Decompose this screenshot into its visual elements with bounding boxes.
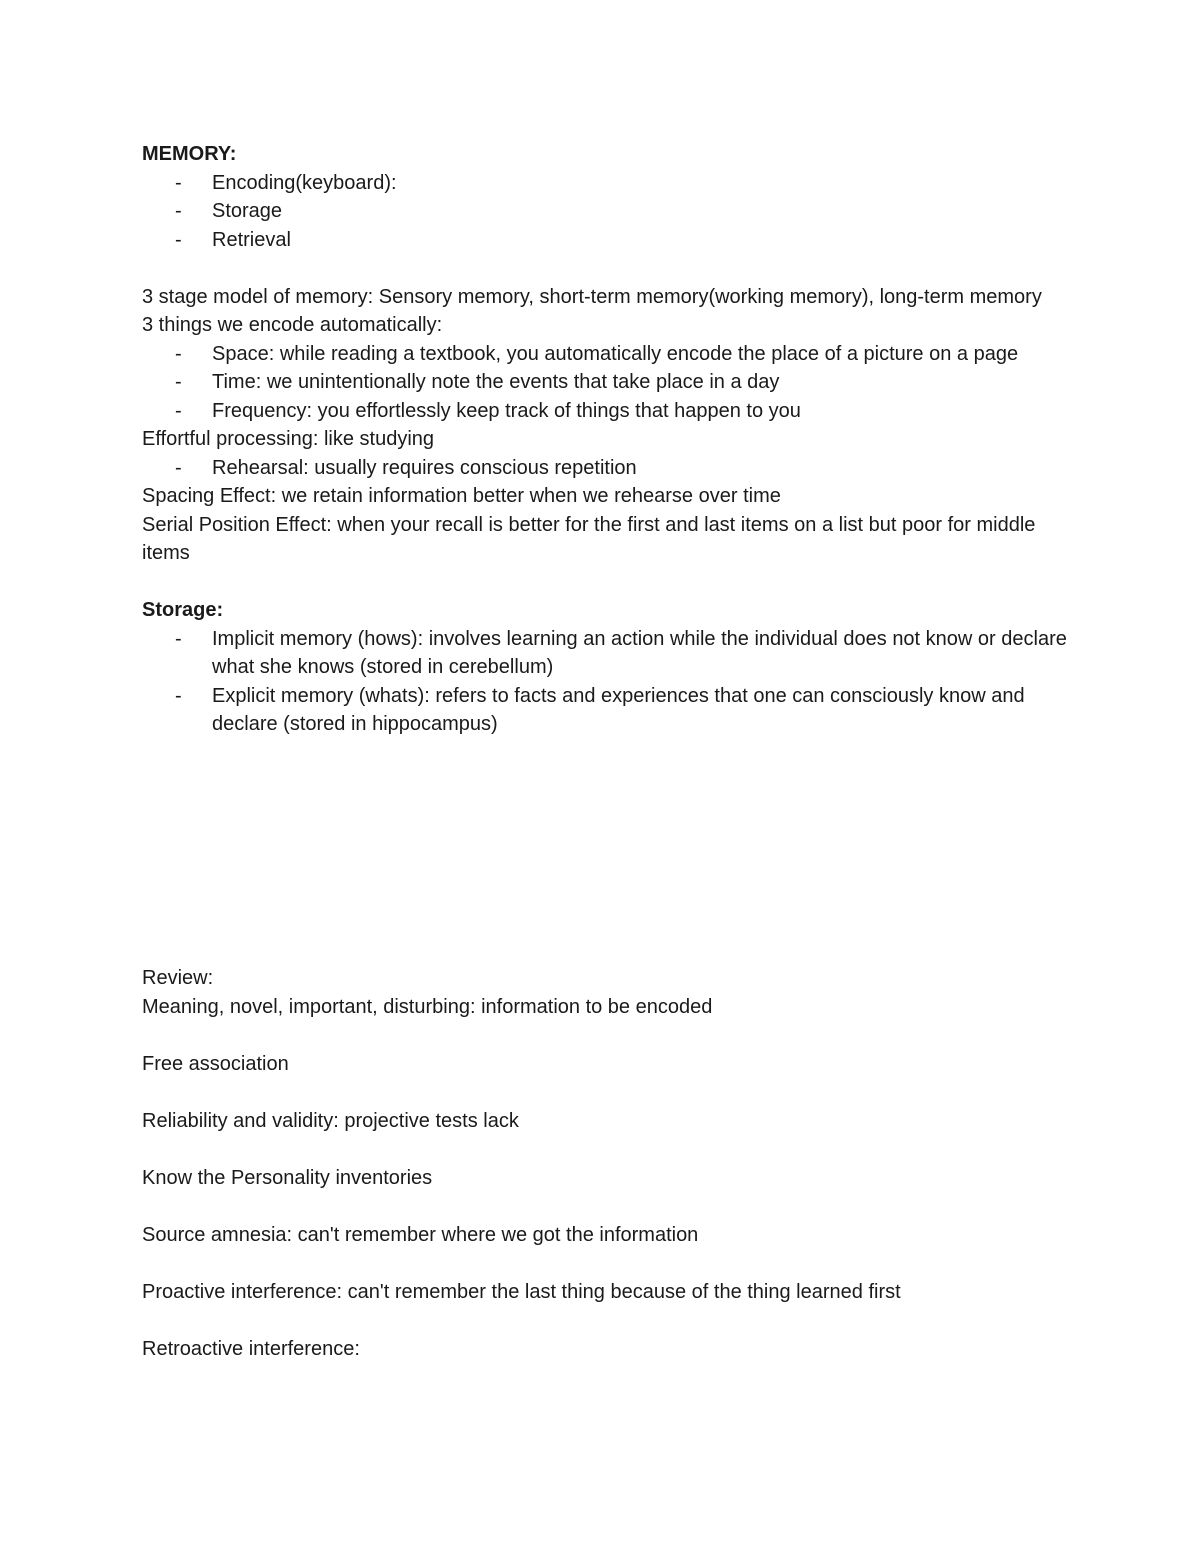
spacer bbox=[142, 568, 1072, 597]
list-item: - Explicit memory (whats): refers to facts and experiences that one can consciously know and declare (stored in hippocampus) bbox=[142, 682, 1072, 739]
list-item: - Space: while reading a textbook, you automatically encode the place of a picture on a page bbox=[142, 340, 1072, 369]
review-line: Proactive interference: can't remember the last thing because of the thing learned first bbox=[142, 1280, 901, 1303]
three-stage-model: 3 stage model of memory: Sensory memory, short-term memory(working memory), long-term memory bbox=[142, 285, 1042, 308]
list-item: - Retrieval bbox=[142, 226, 1072, 255]
effortful-intro: Effortful processing: like studying bbox=[142, 428, 435, 450]
spacer bbox=[142, 1078, 1072, 1107]
review-line: Retroactive interference: bbox=[142, 1337, 360, 1360]
dash-bullet: - bbox=[175, 200, 182, 222]
review-line: Free association bbox=[142, 1052, 289, 1075]
spacer bbox=[142, 1021, 1072, 1050]
serial-position-effect: Serial Position Effect: when your recall is better for the first and last items on a list but poor for middle items bbox=[142, 513, 1036, 564]
list-item: - Storage bbox=[142, 197, 1072, 226]
list-item: - Encoding(keyboard): bbox=[142, 169, 1072, 198]
dash-bullet: - bbox=[175, 399, 182, 422]
spacer bbox=[142, 1192, 1072, 1221]
dash-bullet: - bbox=[175, 371, 182, 393]
storage-list bbox=[142, 625, 1072, 739]
memory-list bbox=[142, 169, 1072, 255]
auto-encode-list bbox=[142, 340, 1072, 426]
spacer bbox=[142, 1306, 1072, 1335]
memory-heading: MEMORY: bbox=[142, 143, 237, 165]
storage-heading: Storage: bbox=[142, 599, 224, 621]
list-item: - Rehearsal: usually requires conscious repetition bbox=[142, 454, 1072, 483]
effortful-list bbox=[142, 454, 1072, 483]
dash-bullet: - bbox=[175, 684, 182, 707]
review-line: Source amnesia: can't remember where we got the information bbox=[142, 1223, 699, 1246]
review-section bbox=[142, 964, 1072, 1363]
spacer bbox=[142, 1135, 1072, 1164]
list-item: - Implicit memory (hows): involves learning an action while the individual does not know or declare what she knows (stored in cerebellum) bbox=[142, 625, 1072, 682]
dash-bullet: - bbox=[175, 627, 182, 650]
spacer bbox=[142, 254, 1072, 283]
dash-bullet: - bbox=[175, 456, 182, 479]
auto-encode-intro: 3 things we encode automatically: bbox=[142, 314, 443, 336]
dash-bullet: - bbox=[175, 342, 182, 365]
list-item: - Frequency: you effortlessly keep track of things that happen to you bbox=[142, 397, 1072, 426]
notes-page bbox=[142, 140, 1072, 739]
review-line: Reliability and validity: projective tests lack bbox=[142, 1109, 519, 1132]
dash-bullet: - bbox=[175, 171, 182, 194]
spacing-effect: Spacing Effect: we retain information better when we rehearse over time bbox=[142, 485, 781, 507]
spacer bbox=[142, 1249, 1072, 1278]
dash-bullet: - bbox=[175, 228, 182, 251]
review-line: Meaning, novel, important, disturbing: information to be encoded bbox=[142, 995, 713, 1018]
review-heading: Review: bbox=[142, 967, 214, 989]
list-item: - Time: we unintentionally note the events that take place in a day bbox=[142, 368, 1072, 397]
review-line: Know the Personality inventories bbox=[142, 1166, 433, 1189]
